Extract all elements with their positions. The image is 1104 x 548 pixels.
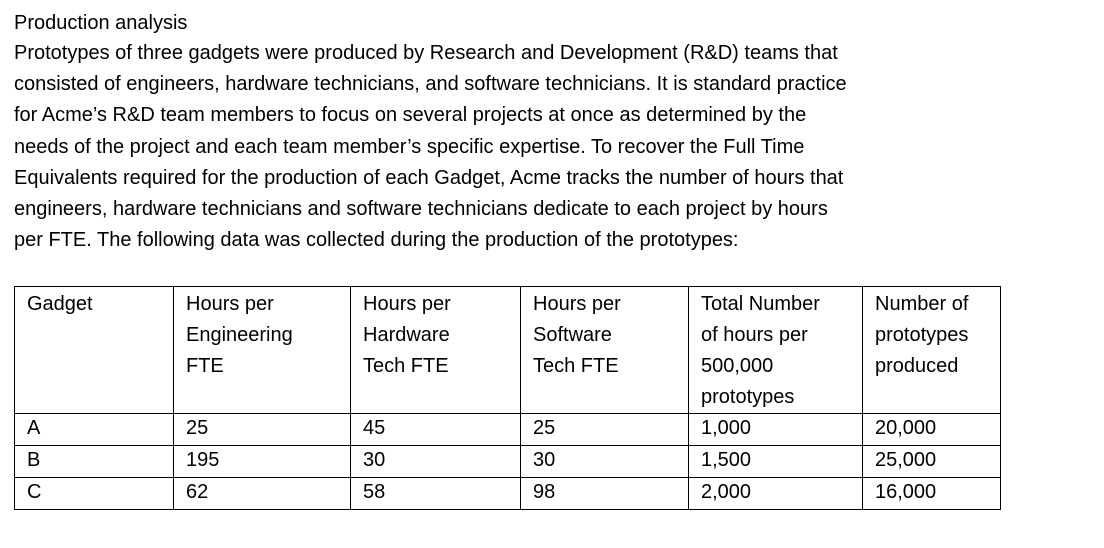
header-cell-engineering: Hours per Engineering FTE xyxy=(174,287,351,414)
paragraph-line: Equivalents required for the production of each Gadget, Acme tracks the number of hours that xyxy=(14,166,844,189)
paragraph-line: consisted of engineers, hardware technicians, and software technicians. It is standard practice xyxy=(14,73,847,96)
table-cell: 25 xyxy=(174,414,351,446)
table-row xyxy=(15,478,1001,510)
paragraph-line: per FTE. The following data was collected during the production of the prototypes: xyxy=(14,229,739,252)
intro-paragraph xyxy=(14,38,1014,256)
table-header-row xyxy=(15,287,1001,414)
production-data-table xyxy=(14,286,1001,510)
table-cell: 25 xyxy=(521,414,689,446)
table-cell: 195 xyxy=(174,446,351,478)
header-cell-total-hours: Total Number of hours per 500,000 prototypes xyxy=(689,287,863,414)
paragraph-line: Prototypes of three gadgets were produced by Research and Development (R&D) teams that xyxy=(14,42,838,64)
table-cell: 20,000 xyxy=(863,414,1001,446)
table-cell: A xyxy=(15,414,174,446)
table-cell: 25,000 xyxy=(863,446,1001,478)
table-cell: B xyxy=(15,446,174,478)
header-cell-gadget: Gadget xyxy=(15,287,174,414)
table-row xyxy=(15,446,1001,478)
table-cell: 2,000 xyxy=(689,478,863,510)
table-cell: 45 xyxy=(351,414,521,446)
table-cell: 1,000 xyxy=(689,414,863,446)
document-body xyxy=(14,9,1094,256)
paragraph-line: engineers, hardware technicians and software technicians dedicate to each project by hours xyxy=(14,198,828,221)
table-row xyxy=(15,414,1001,446)
document-heading: Production analysis xyxy=(14,12,188,34)
table-cell: 30 xyxy=(521,446,689,478)
table-cell: C xyxy=(15,478,174,510)
table-cell: 98 xyxy=(521,478,689,510)
header-cell-hardware: Hours per Hardware Tech FTE xyxy=(351,287,521,414)
table-cell: 62 xyxy=(174,478,351,510)
paragraph-line: needs of the project and each team member’s specific expertise. To recover the Full Time xyxy=(14,135,805,158)
table-cell: 58 xyxy=(351,478,521,510)
table-cell: 1,500 xyxy=(689,446,863,478)
header-cell-prototypes-produced: Number of prototypes produced xyxy=(863,287,1001,414)
paragraph-line: for Acme’s R&D team members to focus on several projects at once as determined by the xyxy=(14,104,807,127)
table-cell: 16,000 xyxy=(863,478,1001,510)
table-cell: 30 xyxy=(351,446,521,478)
header-cell-software: Hours per Software Tech FTE xyxy=(521,287,689,414)
